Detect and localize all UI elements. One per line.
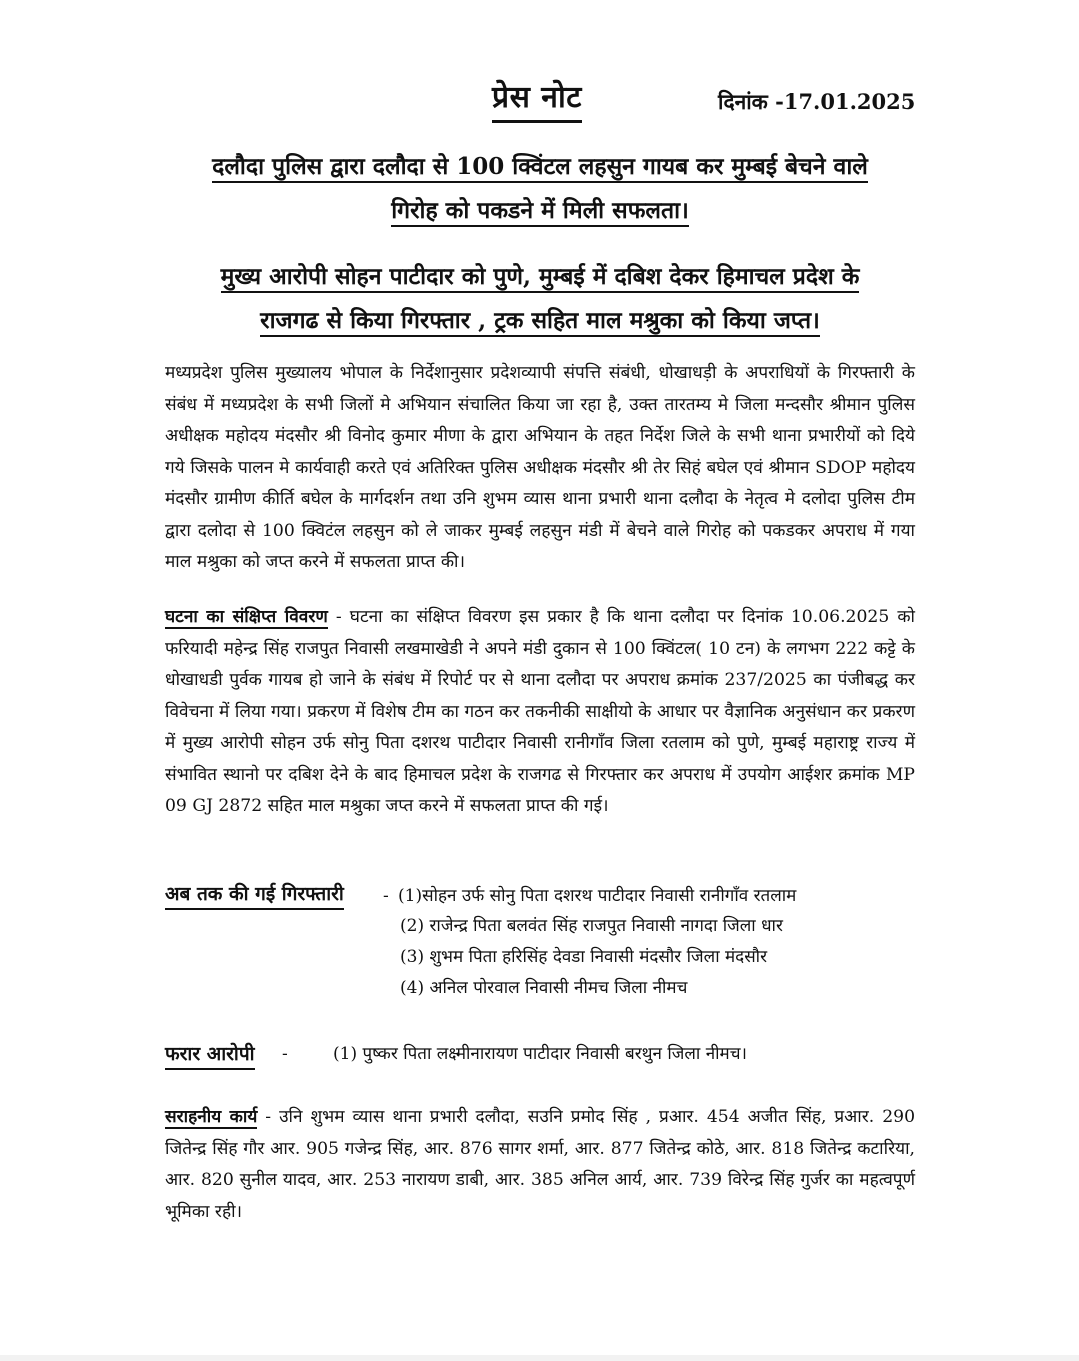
headline-2 (165, 255, 915, 343)
incident-separator: - (327, 607, 350, 627)
bottom-edge (0, 1355, 1079, 1361)
arrests-label: अब तक की गई गिरफ्तारी (165, 880, 344, 910)
commendable-text: उनि शुभम व्यास थाना प्रभारी दलौदा, सउनि प्रमोद सिंह , प्रआर. 454 अजीत सिंह, प्रआर. 290 जितेन्द्र सिंह गौर आर. 905 गजेन्द्र सिंह, आर. 876 सागर शर्मा, आर. 877 जितेन्द्र कोठे, आर. 818 जितेन्द्र कटारिया, आर. 820 सुनील यादव, आर. 253 नारायण डाबी, आर. 385 अनिल आर्य, आर. 739 विरेन्द्र सिंह गुर्जर का महत्वपूर्ण भूमिका रही। (165, 1107, 916, 1222)
headline-1 (165, 145, 915, 233)
arrest-item-4: (4) अनिल पोरवाल निवासी नीमच जिला नीमच (400, 978, 688, 998)
incident-section (165, 602, 915, 823)
document-date: दिनांक -17.01.2025 (718, 89, 916, 114)
headline-1-line-2: गिरोह को पकडने में मिली सफलता। (391, 197, 689, 227)
commendable-separator: - (257, 1107, 280, 1127)
absconding-label: फरार आरोपी (165, 1040, 255, 1070)
arrests-separator: - (383, 886, 389, 906)
headline-2-line-2: राजगढ से किया गिरफ्तार , ट्रक सहित माल मश्रुका को किया जप्त। (260, 307, 820, 337)
intro-paragraph: मध्यप्रदेश पुलिस मुख्यालय भोपाल के निर्देशानुसार प्रदेशव्यापी संपत्ति संबंधी, धोखाधड़ी के अपराधियों के गिरफ्तारी के संबंध में मध्यप्रदेश के सभी जिलों मे अभियान संचालित किया जा रहा है, उक्त तारतम्य मे जिला मन्दसौर श्रीमान पुलिस अधीक्षक महोदय मंदसौर श्री विनोद कुमार मीणा के द्वारा अभियान के तहत निर्देश जिले के सभी थाना प्रभारीयों को दिये गये जिसके पालन मे कार्यवाही करते एवं अतिरिक्त पुलिस अधीक्षक मंदसौर श्री तेर सिहं बघेल एवं श्रीमान SDOP महोदय मंदसौर ग्रामीण कीर्ति बघेल के मार्गदर्शन तथा उनि शुभम व्यास थाना प्रभारी थाना दलौदा के नेतृत्व मे दलोदा पुलिस टीम द्वारा दलोदा से 100 क्विटंल लहसुन को ले जाकर मुम्बई लहसुन मंडी में बेचने वाले गिरोह को पकडकर अपराध में गया माल मश्रुका को जप्त करने में सफलता प्राप्त की। (165, 363, 915, 572)
arrest-item-1: (1)सोहन उर्फ सोनु पिता दशरथ पाटीदार निवासी रानीगाँव रतलाम (398, 886, 797, 906)
incident-text: घटना का संक्षिप्त विवरण इस प्रकार है कि थाना दलौदा पर दिनांक 10.06.2025 को फरियादी महेन्द्र सिंह राजपुत निवासी लखमाखेडी ने अपने मंडी दुकान से 100 क्विंटल( 10 टन) के लगभग 222 कट्टे के धोखाधडी पुर्वक गायब हो जाने के संबंध में रिपोर्ट पर से थाना दलौदा पर अपराध क्रमांक 237/2025 का पंजीबद्ध कर विवेचना में लिया गया। प्रकरण में विशेष टीम का गठन कर तकनीकी साक्षीयो के आधार पर वैज्ञानिक अनुसंधान कर प्रकरण में मुख्य आरोपी सोहन उर्फ सोनु पिता दशरथ पाटीदार निवासी रानीगाँव जिला रतलाम को पुणे, मुम्बई महाराष्ट्र राज्य में संभावित स्थानो पर दबिश देने के बाद हिमाचल प्रदेश के राजगढ से गिरफ्तार कर अपराध में उपयोग आईशर क्रमांक MP 09 GJ 2872 सहित माल मश्रुका जप्त करने में सफलता प्राप्त की गई। (165, 607, 916, 816)
commendable-label: सराहनीय कार्य (165, 1107, 258, 1127)
absconding-separator: - (282, 1044, 288, 1064)
commendable-section (165, 1102, 915, 1228)
arrest-item-3: (3) शुभम पिता हरिसिंह देवडा निवासी मंदसौर जिला मंदसौर (400, 947, 768, 967)
incident-label: घटना का संक्षिप्त विवरण (165, 607, 328, 627)
headline-2-line-1: मुख्य आरोपी सोहन पाटीदार को पुणे, मुम्बई में दबिश देकर हिमाचल प्रदेश के (221, 263, 860, 293)
arrest-item-2: (2) राजेन्द्र पिता बलवंत सिंह राजपुत निवासी नागदा जिला धार (400, 916, 783, 936)
absconding-item-1: (1) पुष्कर पिता लक्ष्मीनारायण पाटीदार निवासी बरथुन जिला नीमच। (333, 1044, 747, 1064)
document-title: प्रेस नोट (492, 78, 582, 123)
headline-1-line-1: दलौदा पुलिस द्वारा दलौदा से 100 क्विंटल लहसुन गायब कर मुम्बई बेचने वाले (212, 153, 868, 183)
